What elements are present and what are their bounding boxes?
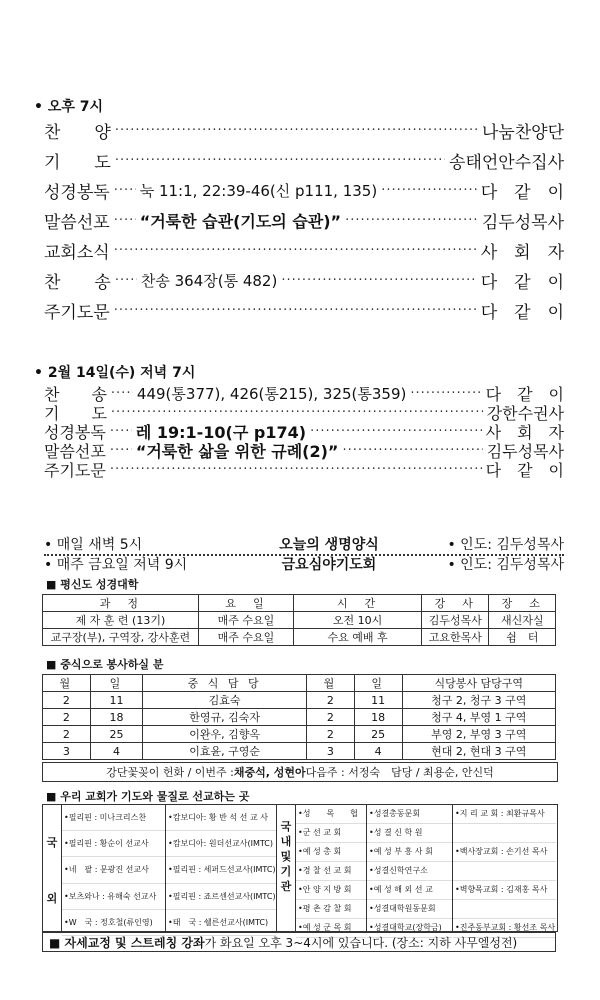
- table-cell: 3: [307, 743, 355, 760]
- order-person: 사 회 자: [480, 242, 564, 263]
- lunch-table: [42, 674, 556, 760]
- order-item: [44, 148, 564, 172]
- order-label: 기 도: [44, 152, 111, 173]
- footer-bold: ■ 자세교정 및 스트레칭 강좌: [49, 935, 205, 950]
- table-cell: 25: [90, 726, 142, 743]
- table-header: 일: [90, 675, 142, 692]
- domestic-char: 국: [280, 820, 292, 833]
- order-detail: “거룩한 삶을 위한 규례(2)”: [135, 441, 339, 461]
- mission-item: •필리핀 : 세퍼드선교사(IMTC): [166, 857, 276, 883]
- table-header: 요 일: [198, 595, 293, 612]
- order-label: 찬 송: [44, 272, 111, 293]
- table-cell: 2: [307, 726, 355, 743]
- order-leader-dots: [111, 383, 482, 404]
- table-cell: 2: [43, 709, 91, 726]
- table-cell: 이완우, 김향옥: [143, 726, 307, 743]
- foreign-label-1: 국: [46, 836, 58, 849]
- mission-item: •W 국 : 정호철(류인영): [62, 910, 165, 936]
- missions-col-foreign-2: [166, 805, 277, 931]
- order-item: [44, 238, 564, 262]
- order-item: [44, 384, 564, 402]
- table-cell: 11: [90, 692, 142, 709]
- order-item: [44, 422, 564, 440]
- table-cell: 2: [307, 709, 355, 726]
- mission-item: •안 양 지 방 회: [296, 881, 366, 900]
- schedule-row: [44, 554, 564, 574]
- order-label: 말씀선포: [44, 441, 106, 461]
- schedule-what: 오늘의 생명양식: [279, 537, 379, 553]
- mission-item: •성결총동문회: [367, 805, 452, 824]
- table-cell: 청구 4, 부영 1 구역: [402, 709, 555, 726]
- mission-item: •진주동부교회 : 황선조 목사: [453, 919, 556, 938]
- order-item: [44, 208, 564, 232]
- foreign-label-2: 외: [46, 892, 58, 905]
- order-person: 다 같 이: [485, 460, 564, 480]
- table-header: 강 사: [422, 595, 489, 612]
- mission-item: [453, 862, 556, 881]
- schedule-when: • 매주 금요일 저녁 9시: [44, 557, 188, 573]
- mission-item: •성 목 협: [296, 805, 366, 824]
- table-cell: 매주 수요일: [198, 629, 293, 646]
- table-cell: 18: [354, 709, 402, 726]
- mission-item: •경 찰 선 교 회: [296, 862, 366, 881]
- order-person: 강한수권사: [486, 403, 564, 423]
- flower-note-names: 채중석, 성현아: [233, 766, 306, 779]
- order-leader-dots: [115, 270, 477, 291]
- mission-item: •지 리 교 회 : 최환규목사: [453, 805, 556, 824]
- order-person: 사 회 자: [485, 422, 564, 442]
- order-label: 기 도: [44, 403, 107, 423]
- order-leader-dots: [110, 462, 482, 477]
- order-label: 성경봉독: [44, 182, 110, 203]
- flower-note: [42, 762, 558, 782]
- mission-item: •필리핀 : 황순이 선교사: [62, 831, 165, 857]
- table-row: [43, 709, 556, 726]
- mission-item: •네 팔 : 문광진 선교사: [62, 857, 165, 883]
- order-person: 김두성목사: [481, 212, 564, 233]
- table-cell: 3: [43, 743, 91, 760]
- missions-col-churches: [453, 805, 556, 931]
- order-label: 주기도문: [44, 460, 106, 480]
- footer-rest: 가 화요일 오후 3~4시에 있습니다. (장소: 지하 사무엘성전): [204, 935, 518, 950]
- order-detail: 눅 11:1, 22:39-46(신 p111, 135): [139, 181, 378, 200]
- order-item: [44, 441, 564, 459]
- table-cell: 부영 2, 부영 3 구역: [402, 726, 555, 743]
- table-header: 시 간: [294, 595, 422, 612]
- table-cell: 2: [43, 726, 91, 743]
- table-header: 월: [43, 675, 91, 692]
- table-cell: 수요 예배 후: [294, 629, 422, 646]
- table-cell: 2: [307, 692, 355, 709]
- domestic-char: 기: [280, 865, 292, 878]
- mission-item: •태 국 : 쉘른선교사(IMTC): [166, 910, 276, 936]
- table-cell: 오전 10시: [294, 612, 422, 629]
- order-person: 다 같 이: [480, 302, 564, 323]
- table-cell: 새신자실: [489, 612, 556, 629]
- table-row: [43, 629, 556, 646]
- flower-note-prefix: 강단꽃꽂이 헌화 / 이번주 :: [106, 766, 234, 779]
- domestic-char: 관: [280, 880, 292, 893]
- table-cell: 제 자 훈 련 (13기): [43, 612, 199, 629]
- order-person: 다 같 이: [485, 384, 564, 404]
- order-item: [44, 178, 564, 202]
- table-header: 일: [354, 675, 402, 692]
- table-cell: 18: [90, 709, 142, 726]
- mission-item: •캄보디아: 황 반 석 선 교 사: [166, 805, 276, 831]
- table-cell: 4: [354, 743, 402, 760]
- domestic-label: [279, 819, 293, 894]
- order-leader-dots: [110, 439, 483, 462]
- table-cell: 김두성목사: [422, 612, 489, 629]
- missions-col-domestic-1: [296, 805, 367, 931]
- table-cell: 고요한목사: [422, 629, 489, 646]
- order-person: 다 같 이: [480, 182, 564, 203]
- lunch-title: ■ 중식으로 봉사하실 분: [46, 658, 164, 671]
- table-cell: 매주 수요일: [198, 612, 293, 629]
- order-leader-dots: [115, 123, 478, 138]
- missions-box: [42, 804, 558, 932]
- order-item: [44, 460, 564, 478]
- mission-item: •필리핀 : 미나크리스찬: [62, 805, 165, 831]
- table-cell: 쉼 터: [489, 629, 556, 646]
- mission-item: •평 촌 감 찰 회: [296, 900, 366, 919]
- order-item: [44, 403, 564, 421]
- mission-item: •예 성 총 회: [296, 843, 366, 862]
- mission-item: •필리핀 : 죠르센선교사(IMTC): [166, 884, 276, 910]
- order-person: 김두성목사: [486, 441, 564, 461]
- schedule-lead: • 인도: 김두성목사: [447, 557, 564, 573]
- university-table: [42, 594, 556, 646]
- order-leader-dots: [114, 180, 477, 201]
- table-cell: 이효윤, 구영순: [143, 743, 307, 760]
- order-label: 성경봉독: [44, 422, 106, 442]
- missions-col-domestic-2: [367, 805, 453, 931]
- university-title: ■ 평신도 성경대학: [46, 578, 139, 591]
- schedule-when: • 매일 새벽 5시: [44, 537, 143, 553]
- order-item: [44, 268, 564, 292]
- footer-notice: [42, 932, 556, 952]
- order-item: [44, 298, 564, 322]
- table-row: [43, 612, 556, 629]
- table-row: [43, 692, 556, 709]
- mission-item: [453, 824, 556, 843]
- mission-item: •성결대학교(장학금): [367, 919, 452, 938]
- domestic-char: 내: [280, 835, 292, 848]
- table-cell: 현대 2, 현대 3 구역: [402, 743, 555, 760]
- domestic-char: 및: [280, 850, 292, 863]
- order-label: 주기도문: [44, 302, 110, 323]
- mission-item: [453, 900, 556, 919]
- mission-item: •보츠와나 : 유해숙 선교사: [62, 884, 165, 910]
- order-leader-dots: [114, 303, 477, 318]
- table-cell: 11: [354, 692, 402, 709]
- order-item: [44, 118, 564, 142]
- table-header: 월: [307, 675, 355, 692]
- table-cell: 한영규, 김숙자: [143, 709, 307, 726]
- order-detail: 레 19:1-10(구 p174): [135, 422, 307, 442]
- mission-item: •군 선 교 회: [296, 824, 366, 843]
- table-row: [43, 726, 556, 743]
- table-header: 중 식 담 당: [143, 675, 307, 692]
- order-leader-dots: [114, 243, 477, 258]
- flower-note-next: 다음주 : 서정숙 담당 / 최용순, 안신덕: [305, 766, 494, 779]
- order-detail: 찬송 364장(통 482): [140, 271, 278, 290]
- order-label: 찬 송: [44, 384, 107, 404]
- order-leader-dots: [111, 405, 483, 420]
- schedule-row: [44, 534, 564, 556]
- mission-item: •예 성 부 흥 사 회: [367, 843, 452, 862]
- wed-service-title: • 2월 14일(수) 저녁 7시: [34, 365, 196, 381]
- missions-col-foreign-1: [62, 805, 166, 931]
- schedule-lead: • 인도: 김두성목사: [447, 537, 564, 553]
- missions-title: ■ 우리 교회가 기도와 물질로 선교하는 곳: [46, 790, 250, 803]
- mission-item: •예 성 군 목 회: [296, 919, 366, 938]
- order-person: 송태언안수집사: [449, 152, 564, 173]
- table-cell: 김효숙: [143, 692, 307, 709]
- table-cell: 청구 2, 청구 3 구역: [402, 692, 555, 709]
- table-header: 장 소: [489, 595, 556, 612]
- mission-item: •백사장교회 : 손기선 목사: [453, 843, 556, 862]
- order-person: 다 같 이: [480, 272, 564, 293]
- table-cell: 2: [43, 692, 91, 709]
- mission-item: •캄보디아: 원더선교사(IMTC): [166, 831, 276, 857]
- mission-item: •성 결 신 학 원: [367, 824, 452, 843]
- table-row: [43, 743, 556, 760]
- evening-service-title: • 오후 7시: [34, 99, 104, 115]
- table-header: 과 정: [43, 595, 199, 612]
- order-leader-dots: [114, 209, 478, 232]
- table-cell: 교구장(부), 구역장, 강사훈련: [43, 629, 199, 646]
- order-person: 나눔찬양단: [481, 122, 564, 143]
- table-cell: 25: [354, 726, 402, 743]
- order-detail: “거룩한 습관(기도의 습관)”: [139, 211, 342, 231]
- mission-item: •예 성 해 외 선 교: [367, 881, 452, 900]
- order-detail: 449(통377), 426(통215), 325(통359): [136, 384, 407, 403]
- mission-item: •성결대학원동문회: [367, 900, 452, 919]
- order-label: 말씀선포: [44, 212, 110, 233]
- order-leader-dots: [115, 153, 445, 168]
- table-cell: 4: [90, 743, 142, 760]
- order-label: 찬 양: [44, 122, 111, 143]
- mission-item: •벽향목교회 : 김재홍 목사: [453, 881, 556, 900]
- order-label: 교회소식: [44, 242, 110, 263]
- schedule-what: 금요심야기도회: [281, 557, 377, 573]
- mission-item: •성결신학연구소: [367, 862, 452, 881]
- table-header: 식당봉사 담당구역: [402, 675, 555, 692]
